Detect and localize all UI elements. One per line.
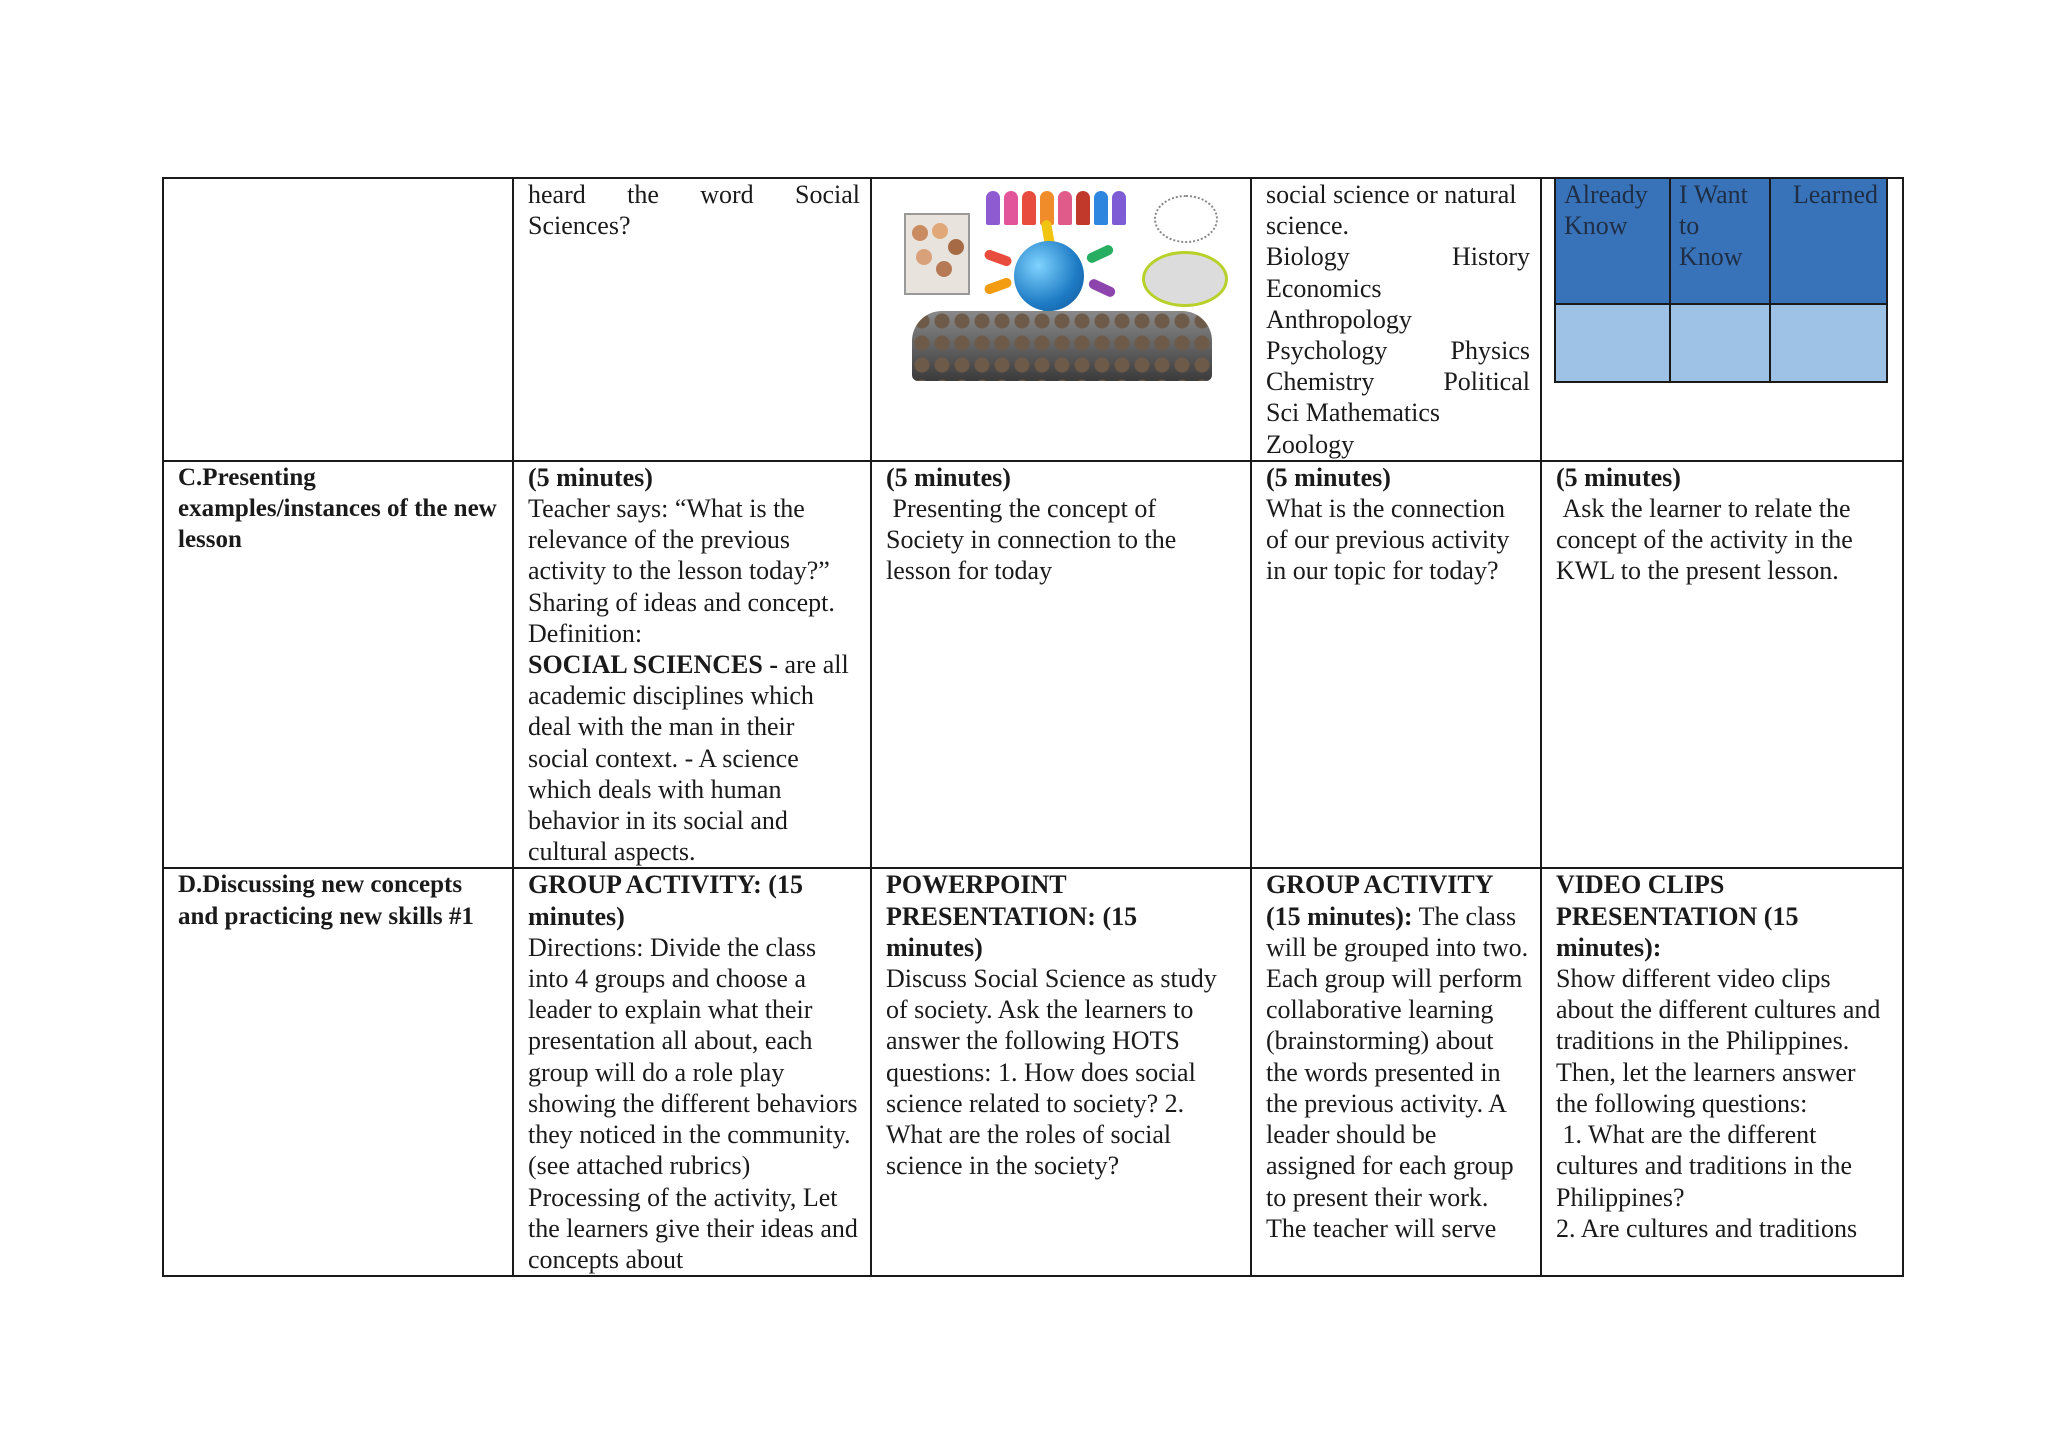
term-social-sciences: SOCIAL SCIENCES -: [528, 650, 778, 680]
row-a-image-cell: [871, 178, 1251, 461]
row-b-col1-cell: (5 minutes) Teacher says: “What is the relevance of the previous activity to the lesson today?” Sharing of ideas and concept. Definition: SOCIAL SCIENCES - are all academic disciplines which deal with the man in their social context. - A science which deals with human behavior in its social and cultural aspects.: [513, 461, 871, 869]
row-a-col1-line2: Sciences?: [528, 211, 631, 241]
table-row: [163, 461, 1903, 869]
row-a-kwl-cell: [1541, 178, 1903, 461]
row-c-col3-cell: GROUP ACTIVITY (15 minutes): The class will be grouped into two. Each group will perform collaborative learning (brainstorming) about the words presented in the previous activity. A leader should be assigned for each group to present their work. The teacher will serve: [1251, 868, 1541, 1276]
kwl-cell-learned[interactable]: [1770, 304, 1887, 382]
row-label-discussing: D.Discussing new concepts and practicing new skills #1: [163, 868, 513, 1276]
row-b-col4-cell: (5 minutes) Ask the learner to relate the concept of the activity in the KWL to the present lesson.: [1541, 461, 1903, 869]
crowd-image: [912, 311, 1212, 381]
kwl-body-row: [1555, 304, 1887, 382]
lesson-plan-table: [162, 177, 1904, 1277]
kwl-header-row: [1555, 178, 1887, 304]
kwl-header-know: Already Know: [1555, 178, 1670, 304]
kwl-header-want: I Want to Know: [1670, 178, 1770, 304]
row-c-col2-cell: POWERPOINT PRESENTATION: (15 minutes) Discuss Social Science as study of society. Ask the learners to answer the following HOTS questions: 1. How does social science related to society? 2. What are the roles of social science in the society?: [871, 868, 1251, 1276]
table-row: [163, 178, 1903, 461]
globe-icon: [1014, 241, 1084, 311]
row-a-col1-line1: heard the word Social: [528, 180, 860, 209]
kwl-header-learned: Learned: [1770, 178, 1887, 304]
row-a-col1-cell: [513, 178, 871, 461]
kwl-cell-know[interactable]: [1555, 304, 1670, 382]
network-icon: [1142, 251, 1228, 307]
kwl-chart: [1554, 178, 1888, 383]
row-b-col2-cell: (5 minutes) Presenting the concept of Society in connection to the lesson for today: [871, 461, 1251, 869]
table-row: [163, 868, 1903, 1276]
row-label-cell: [163, 178, 513, 461]
row-label-presenting: C.Presenting examples/instances of the new lesson: [163, 461, 513, 869]
row-c-col1-cell: GROUP ACTIVITY: (15 minutes) Directions: Divide the class into 4 groups and choose a leader to explain what their presentation all about, each group will do a role play showing the different behaviors they noticed in the community. (see attached rubrics) Processing of the activity, Let the learners give their ideas and concepts about: [513, 868, 871, 1276]
row-b-col3-cell: (5 minutes) What is the connection of our previous activity in our topic for today?: [1251, 461, 1541, 869]
row-c-col4-cell: VIDEO CLIPS PRESENTATION (15 minutes): Show different video clips about the different cultures and traditions in the Philippines. Then, let the learners answer the following questions: 1. What are the different cultures and traditions in the Philippines? 2. Are cultures and traditions: [1541, 868, 1903, 1276]
row-a-col3-cell: social science or natural science. Biology History Economics Anthropology Psychology Physics Chemistry Political Sci Mathematics Zoology: [1251, 178, 1541, 461]
kwl-cell-want[interactable]: [1670, 304, 1770, 382]
social-sciences-illustration: [904, 191, 1234, 386]
group-photo-image: [904, 213, 970, 295]
